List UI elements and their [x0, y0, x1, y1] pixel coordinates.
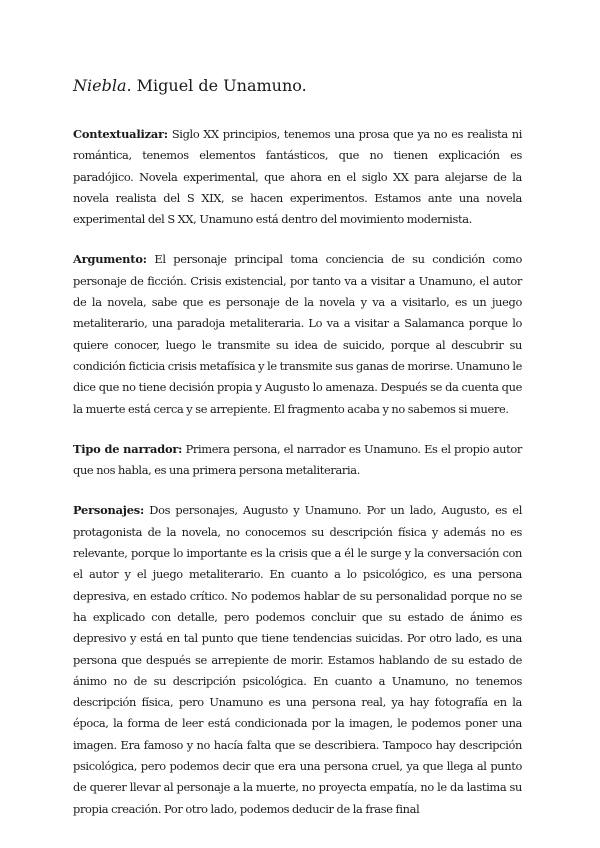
paragraph-label: Contextualizar:: [73, 127, 168, 141]
paragraph-personajes: [73, 500, 522, 819]
title-rest: Miguel de Unamuno.: [131, 76, 307, 95]
paragraph-label: Argumento:: [73, 252, 147, 267]
paragraph-label: Personajes:: [73, 503, 144, 518]
paragraph-tipo-narrador: [73, 439, 522, 482]
paragraph-text: Dos personajes, Augusto y Unamuno. Por un lado, Augusto, es el protagonista de la novela, no conocemos su descripción física y además no es relevante, porque lo importante es la crisis que a él le surge y la conversación con el autor y el juego metaliterario. En cuanto a lo psicológico, es una persona depresiva, en estado crítico. No podemos hablar de su personalidad porque no se ha explicado con detalle, pero podemos concluir que su estado de ánimo es depresivo y está en tal punto que tiene tendencias suicidas. Por otro lado, es una persona que después se arrepiente de morir. Estamos hablando de su estado de ánimo no de su descripción psicológica. En cuanto a Unamuno, no tenemos descripción física, pero Unamuno es una persona real, ya hay fotografía en la época, la forma de leer está condicionada por la imagen, le podemos poner una imagen. Era famoso y no hacía falta que se describiera. Tampoco hay descripción psicológica, pero podemos decir que era una persona cruel, ya que llega al punto de querer llevar al personaje a la muerte, no proyecta empatía, no le da lastima su propia creación. Por otro lado, podemos deducir de la frase final: [73, 503, 522, 816]
paragraph-text: Siglo XX principios, tenemos una prosa que ya no es realista ni romántica, tenemos elementos fantásticos, que no tienen explicación es paradójico. Novela experimental, que ahora en el siglo XX para alejarse de la novela realista del S XIX, se hacen experimentos. Estamos ante una novela experimental del S XX, Unamuno está dentro del movimiento modernista.: [73, 127, 522, 227]
paragraph-text: Primera persona, el narrador es Unamuno. Es el propio autor que nos habla, es una primera persona metaliteraria.: [73, 441, 522, 478]
paragraph-argumento: [73, 249, 522, 419]
paragraph-label: Tipo de narrador:: [73, 441, 183, 456]
paragraph-text: El personaje principal toma conciencia de su condición como personaje de ficción. Crisis existencial, por tanto va a visitar a Unamuno, el autor de la novela, sabe que es personaje de la novela y va a visitarlo, es un juego metaliterario, una paradoja metaliteraria. Lo va a visitar a Salamanca porque lo quiere conocer, luego le transmite su idea de suicido, porque al descubrir su condición ficticia crisis metafísica y le transmite sus ganas de morirse. Unamuno le dice que no tiene decisión propia y Augusto lo amenaza. Después se da cuenta que la muerte está cerca y se arrepiente. El fragmento acaba y no sabemos si muere.: [73, 252, 523, 416]
paragraph-contextualizar: [73, 124, 522, 230]
title-italic: Niebla.: [73, 76, 132, 95]
document-title: [73, 76, 522, 96]
